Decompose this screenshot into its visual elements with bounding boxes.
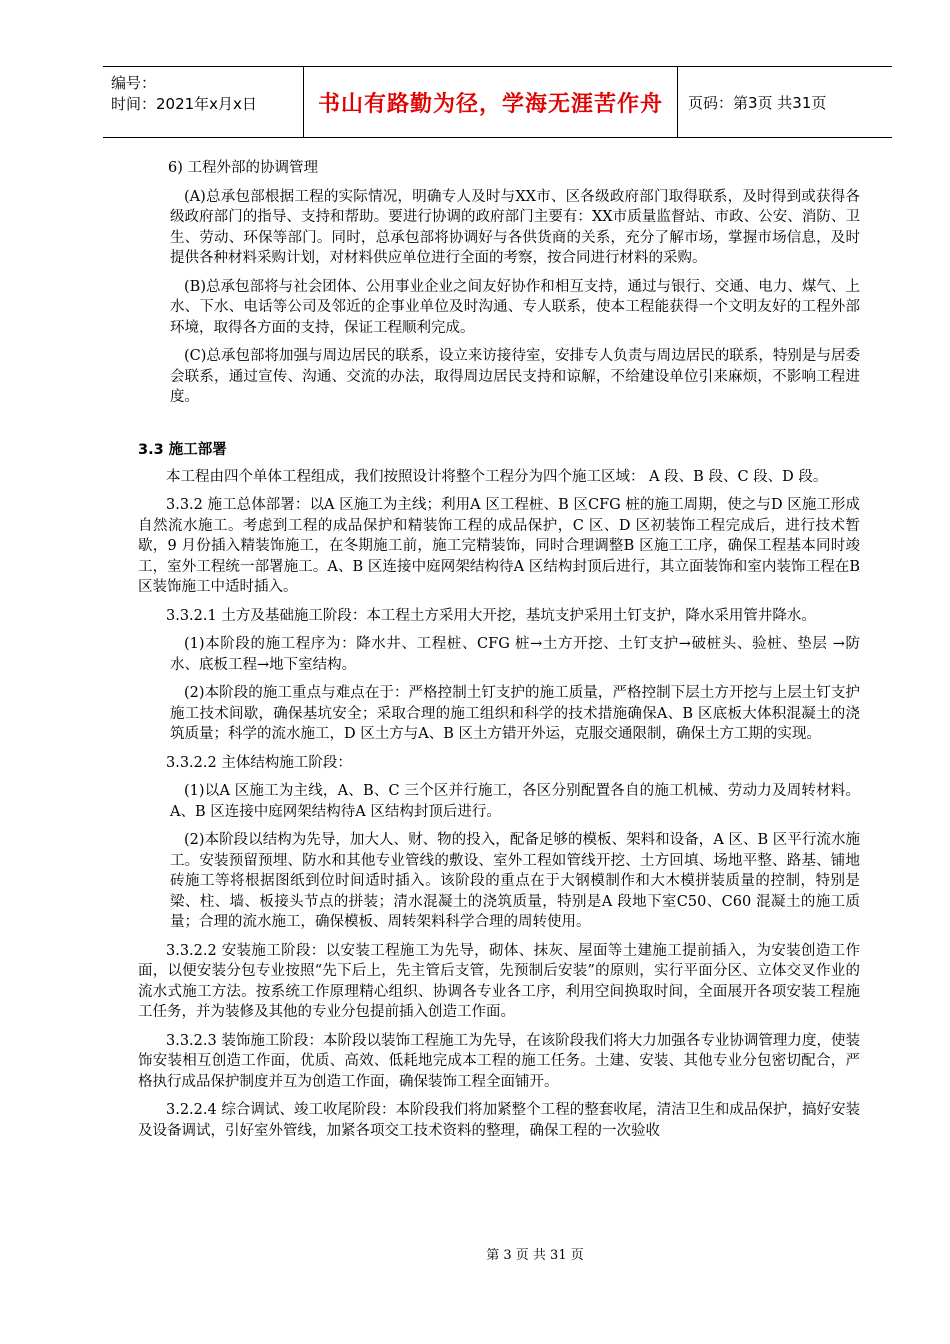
paragraph-6a: (A)总承包部根据工程的实际情况，明确专人及时与XX市、区各级政府部门取得联系，及时得到或获得各级政府部门的指导、支持和帮助。要进行协调的政府部门主要有：XX市质量监督站、市政、公安、消防、卫生、劳动、环保等部门。同时，总承包部将协调好与各供货商的关系，充分了解市场，掌握市场信息，及时提供各种材料采购计划，对材料供应单位进行全面的考察，按合同进行材料的采购。 [170, 188, 860, 266]
paragraph-3-3-2-1-item-1: (1)本阶段的施工程序为：降水井、工程桩、CFG 桩→土方开挖、土钉支护→破桩头、验桩、垫层 →防水、底板工程→地下室结构。 [170, 636, 860, 673]
paragraph-3-3-2-1-item-2: (2)本阶段的施工重点与难点在于：严格控制土钉支护的施工质量，严格控制下层土方开挖与上层土钉支护施工技术间歇，确保基坑安全；采取合理的施工组织和科学的技术措施确保A、B 区底板大体积混凝土的浇筑质量；科学的流水施工，D 区土方与A、B 区土方错开外运，克服交通限制，确保土方工期的实现。 [170, 685, 860, 742]
paragraph-3-3-2-2-item-1: (1)以A 区施工为主线，A、B、C 三个区并行施工，各区分别配置各自的施工机械、劳动力及周转材料。A、B 区连接中庭网架结构待A 区结构封顶后进行。 [170, 783, 860, 820]
paragraph-3-3-2: 3.3.2 施工总体部署：以A 区施工为主线；利用A 区工程桩、B 区CFG 桩的施工周期，使之与D 区施工形成自然流水施工。考虑到工程的成品保护和精装饰工程的成品保护，C 区、D 区初装饰工程完成后，进行技术暂歇，9 月份插入精装饰施工，在冬期施工前，施工完精装饰，同时合理调整B 区施工工序，确保工程基本同时竣工，室外工程统一部署施工。A、B 区连接中庭网架结构待A 区结构封顶后进行，其立面装饰和室内装饰工程在B 区装饰施工中适时插入。 [138, 497, 860, 595]
header-motto-cell [303, 67, 678, 137]
paragraph-install-stage: 3.3.2.2 安装施工阶段：以安装工程施工为先导，砌体、抹灰、屋面等土建施工提前插入，为安装创造工作面，以便安装分包专业按照“先下后上，先主管后支管，先预制后安装”的原则，实行平面分区、立体交叉作业的流水式施工方法。按系统工作原理精心组织、协调各专业各工序，利用空间换取时间，全面展开各项安装工程施工任务，并为装修及其他的专业分包提前插入创造工作面。 [138, 942, 860, 1020]
header-meta [103, 67, 303, 137]
paragraph-intro: 本工程由四个单体工程组成，我们按照设计将整个工程分为四个施工区域： A 段、B 段、C 段、D 段。 [166, 468, 828, 485]
paragraph-3-3-2-2: 3.3.2.2 主体结构施工阶段： [166, 754, 352, 771]
paragraph-3-2-2-4: 3.2.2.4 综合调试、竣工收尾阶段：本阶段我们将加紧整个工程的整套收尾，清洁卫生和成品保护，搞好安装及设备调试，引好室外管线，加紧各项交工技术资料的整理，确保工程的一次验收 [138, 1102, 860, 1139]
paragraph-6c: (C)总承包部将加强与周边居民的联系，设立来访接待室，安排专人负责与周边居民的联系，特别是与居委会联系，通过宣传、沟通、交流的办法，取得周边居民支持和谅解，不给建设单位引来麻烦，不影响工程进度。 [170, 348, 860, 405]
header-motto: 书山有路勤为径，学海无涯苦作舟 [317, 91, 663, 117]
section-6-title: 6) 工程外部的协调管理 [168, 160, 318, 176]
paragraph-3-3-2-1: 3.3.2.1 土方及基础施工阶段：本工程土方采用大开挖，基坑支护采用土钉支护，降水采用管井降水。 [166, 607, 816, 624]
paragraph-3-3-2-3: 3.3.2.3 装饰施工阶段：本阶段以装饰工程施工为先导，在该阶段我们将大力加强各专业协调管理力度，使装饰安装相互创造工作面，优质、高效、低耗地完成本工程的施工任务。土建、安装、其他专业分包密切配合，严格执行成品保护制度并互为创造工作面，确保装饰工程全面铺开。 [138, 1032, 860, 1090]
page-footer [0, 1244, 950, 1263]
footer-page-number: 第 3 页 共 31 页 [486, 1248, 584, 1263]
document-body [138, 158, 860, 1149]
doc-code-label: 编号： [111, 74, 157, 92]
paragraph-6b: (B)总承包部将与社会团体、公用事业企业之间友好协作和相互支持，通过与银行、交通、电力、煤气、上水、下水、电话等公司及邻近的企事业单位及时沟通、专人联系，使本工程能获得一个文明友好的工程外部环境，取得各方面的支持，保证工程顺利完成。 [170, 278, 860, 336]
section-heading-3-3: 3.3 施工部署 [138, 441, 227, 458]
header-page-label: 页码：第3页 共31页 [688, 93, 827, 112]
paragraph-3-3-2-2-item-2: (2)本阶段以结构为先导，加大人、财、物的投入，配备足够的模板、架料和设备，A 区、B 区平行流水施工。安装预留预埋、防水和其他专业管线的敷设、室外工程如管线开挖、土方回填、场地平整、路基、铺地砖施工等将根据图纸到位时间适时插入。该阶段的重点在于大钢模制作和大木模拼装质量的控制，特别是梁、柱、墙、板接头节点的拼装；清水混凝土的浇筑质量，特别是A 段地下室C50、C60 混凝土的施工质量；合理的流水施工，确保模板、周转架料科学合理的周转使用。 [170, 832, 860, 930]
page-header [103, 66, 892, 138]
header-page-cell [678, 67, 892, 137]
doc-date-label: 时间：2021年x月x日 [111, 95, 257, 113]
